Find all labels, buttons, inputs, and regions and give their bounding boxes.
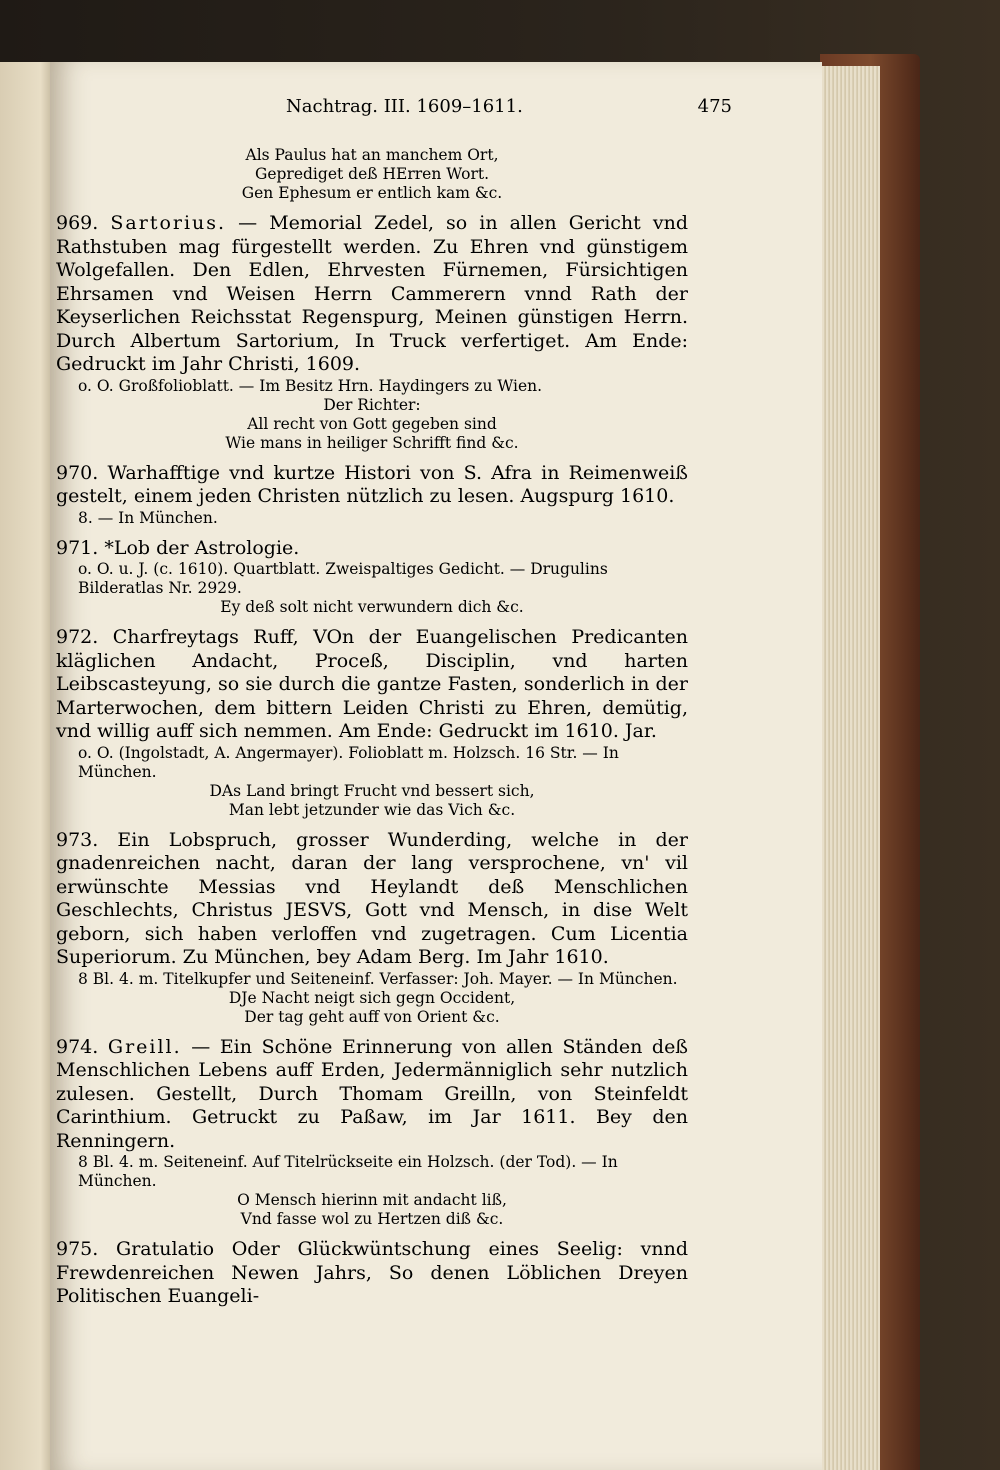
verse-line: All recht von Gott gegeben sind: [247, 414, 497, 433]
verse-line: O Mensch hierinn mit andacht liß,: [237, 1191, 507, 1209]
verse-block: [56, 146, 688, 203]
entry-author: Greill.: [107, 1035, 182, 1058]
entry-note: 8 Bl. 4. m. Seiteneinf. Auf Titelrückseite ein Holzsch. (der Tod). — In München.: [78, 1153, 618, 1190]
verse-line: Der tag geht auff von Orient &c.: [244, 1007, 500, 1026]
entry-author: Sartorius.: [110, 212, 227, 234]
entry-title: *Lob der Astrologie.: [104, 536, 300, 559]
verse-line: Geprediget deß HErren Wort.: [254, 165, 490, 183]
entry-title: — Memorial Zedel, so in allen Gericht vnd Rathstuben mag fürgestellt werden. Zu Ehren vnd günstigem Wolgefallen. Den Edlen, Ehrvesten Fürnemen, Fürsichtigen Ehrsamen vnd Weisen Herrn Cammerern vnnd Rath der Keyserlichen Reichsstat Regenspurg, Meinen günstigen Herrn. Durch Albertum Sartorium, In Truck verfertiget. Am Ende: Gedruckt im Jahr Christi, 1609.: [56, 212, 689, 375]
entry-number: 972.: [56, 626, 99, 648]
entry-972: [56, 626, 688, 820]
entry-971: [56, 537, 688, 618]
entry-note: 8. — In München.: [78, 508, 218, 527]
entry-number: 975.: [56, 1238, 99, 1260]
page-body: [56, 146, 688, 1309]
entry-note: o. O. (Ingolstadt, A. Angermayer). Folioblatt m. Holzsch. 16 Str. — In München.: [78, 743, 619, 781]
entry-text: [56, 537, 688, 561]
entry-number: 970.: [56, 461, 99, 484]
entry-text: [56, 1036, 688, 1154]
entry-number: 969.: [56, 212, 99, 234]
running-title: Nachtrag. III. 1609–1611.: [286, 96, 523, 117]
page-header: [232, 96, 732, 122]
entry-text: [56, 462, 688, 509]
entry-number: 971.: [56, 536, 99, 559]
entry-970: [56, 462, 688, 528]
entry-number: 973.: [56, 828, 99, 851]
entry-number: 974.: [56, 1035, 99, 1058]
entry-text: [56, 1238, 688, 1309]
entry-text: [56, 626, 688, 744]
entry-title: Charfreytags Ruff, VOn der Euangelischen Predicanten kläglichen Andacht, Proceß, Disciplin, vnd harten Leibscasteyung, so sie durch die gantze Fasten, sonderlich in der Marterwochen, dem bittern Leiden Christi zu Ehren, demütig, vnd willig auff sich nemmen. Am Ende: Gedruckt im 1610. Jar.: [56, 626, 688, 742]
page-number: 475: [697, 96, 732, 117]
entry-title: — Ein Schöne Erinnerung von allen Ständen deß Menschlichen Lebens auff Erden, Jedermänniglich sehr nutzlich zulesen. Gestellt, Durch Thomam Greilln, von Steinfeldt Carinthium. Getruckt zu Paßaw, im Jar 1611. Bey den Renningern.: [56, 1035, 689, 1152]
entry-title: Gratulatio Oder Glückwüntschung eines Seelig: vnnd Frewdenreichen Newen Jahrs, So denen Löblichen Dreyen Politischen Euangeli-: [56, 1238, 688, 1307]
entry-note: 8 Bl. 4. m. Titelkupfer und Seiteneinf. Verfasser: Joh. Mayer. — In München.: [78, 969, 678, 988]
entry-title: Warhafftige vnd kurtze Histori von S. Afra in Reimenweiß gestelt, einem jeden Christen nützlich zu lesen. Augspurg 1610.: [56, 461, 688, 507]
verse-line: DAs Land bringt Frucht vnd bessert sich,: [209, 781, 535, 800]
verse-line: Wie mans in heiliger Schrifft find &c.: [225, 433, 519, 452]
verse-line: Als Paulus hat an manchem Ort,: [245, 146, 499, 164]
verse-line: Vnd fasse wol zu Hertzen diß &c.: [240, 1210, 504, 1228]
entry-975: [56, 1238, 688, 1309]
entry-title: Ein Lobspruch, grosser Wunderding, welche in der gnadenreichen nacht, daran der lang versprochene, vn' vil erwünschte Messias vnd Heylandt deß Menschlichen Geschlechts, Christus JESVS, Gott vnd Mensch, in dise Welt geborn, sich haben verloffen vnd zugetragen. Cum Licentia Superiorum. Zu München, bey Adam Berg. Im Jahr 1610.: [56, 828, 688, 968]
page-stack-edges: [818, 66, 880, 1470]
verse-line: Gen Ephesum er entlich kam &c.: [241, 184, 503, 202]
entry-973: [56, 829, 688, 1027]
entry-note: o. O. Großfolioblatt. — Im Besitz Hrn. Haydingers zu Wien.: [78, 376, 543, 395]
verse-line: Ey deß solt nicht verwundern dich &c.: [220, 598, 524, 616]
entry-974: [56, 1036, 688, 1230]
entry-969: [56, 212, 688, 453]
entry-text: [56, 829, 688, 970]
verse-line: DJe Nacht neigt sich gegn Occident,: [228, 988, 516, 1007]
verse-line: Man lebt jetzunder wie das Vich &c.: [228, 800, 516, 819]
entry-note: o. O. u. J. (c. 1610). Quartblatt. Zweispaltiges Gedicht. — Drugulins Bilderatlas Nr. 2929.: [78, 560, 608, 597]
entry-text: [56, 212, 688, 377]
verse-line: Der Richter:: [323, 395, 421, 414]
